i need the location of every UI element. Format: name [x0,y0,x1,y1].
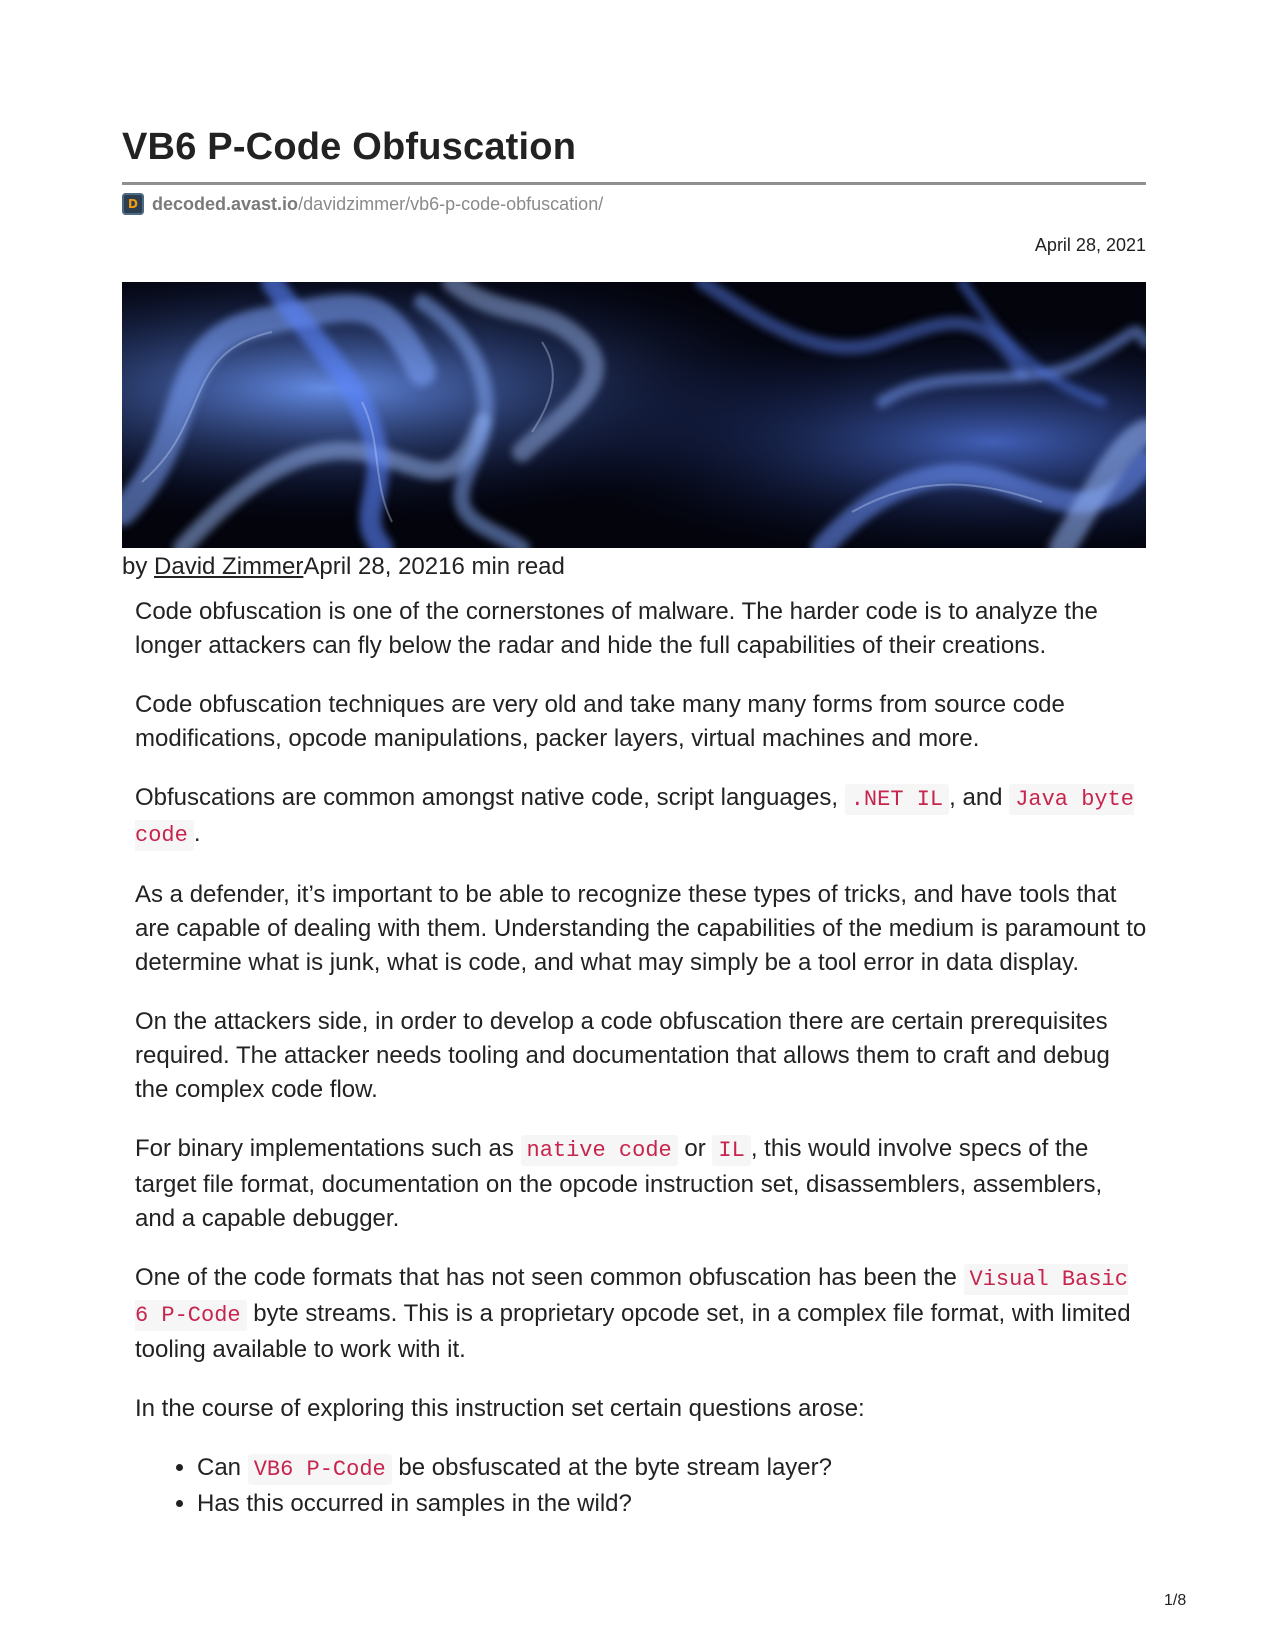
publish-date: April 28, 2021 [1034,235,1146,255]
list-item: • Has this occurred in samples in the wild? [197,1487,1147,1521]
inline-code: IL [712,1135,750,1166]
paragraph: Code obfuscation techniques are very old and take many many forms from source code modifications, opcode manipulations, packer layers, virtual machines and more. [135,691,1065,752]
hero-image [122,282,1146,548]
title-divider [122,182,1146,185]
paragraph: One of the code formats that has not seen common obfuscation has been the Visual Basic 6 P-Code byte streams. This is a proprietary opcode set, in a complex file format, with limited tooling available to work with it. [135,1264,1131,1363]
source-link[interactable] [122,193,603,215]
paragraph: For binary implementations such as native code or IL , this would involve specs of the target file format, documentation on the opcode instruction set, disassemblers, assemblers, and a capable debugger. [135,1135,1103,1232]
paragraph: As a defender, it’s important to be able to recognize these types of tricks, and have tools that are capable of dealing with them. Understanding the capabilities of the medium is paramount to determine what is junk, what is code, and what may simply be a tool error in data display. [135,881,1147,976]
paragraph: On the attackers side, in order to develop a code obfuscation there are certain prerequisites required. The attacker needs tooling and documentation that allows them to craft and debug the complex code flow. [135,1008,1110,1103]
read-time: 6 min read [451,553,565,580]
avast-decoded-favicon-icon: D [122,193,144,215]
page-number: 1/8 [1164,1592,1187,1609]
author-link[interactable]: David Zimmer [154,553,304,580]
inline-code: Java byte code [135,784,1134,851]
paragraph: In the course of exploring this instruction set certain questions arose: [135,1395,865,1422]
paragraph: Code obfuscation is one of the cornerstones of malware. The harder code is to analyze the longer attackers can fly below the radar and hide the full capabilities of their creations. [135,598,1098,659]
inline-code: VB6 P-Code [248,1454,392,1485]
byline [122,553,565,581]
byline-prefix: by [122,553,155,580]
inline-code: native code [521,1135,678,1166]
inline-code: Visual Basic 6 P-Code [135,1264,1128,1331]
list-item: • Can VB6 P-Code be obsfuscated at the byte stream layer? [197,1451,1147,1487]
source-path: /davidzimmer/vb6-p-code-obfuscation/ [298,193,604,214]
question-list [135,1451,1147,1521]
inline-code: .NET IL [845,784,949,815]
byline-date: April 28, 2021 [303,553,452,580]
source-domain: decoded.avast.io [152,193,299,214]
paragraph: Obfuscations are common amongst native code, script languages, .NET IL , and Java byte code . [135,781,1147,853]
article-body [135,595,1147,1521]
page-title: VB6 P-Code Obfuscation [122,126,577,168]
